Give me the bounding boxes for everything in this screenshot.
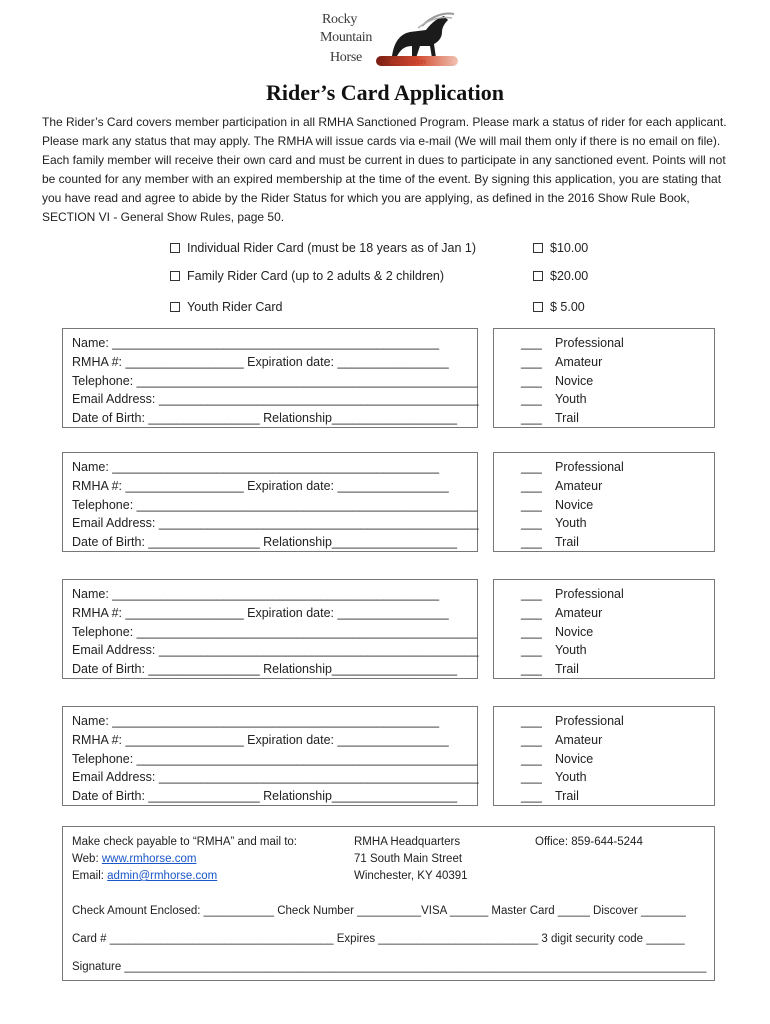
option-family[interactable]: Family Rider Card (up to 2 adults & 2 children) xyxy=(170,269,444,283)
check-line[interactable]: Check Amount Enclosed: ___________ Check Number __________VISA ______ Master Card _____ Discover _______ xyxy=(72,905,686,917)
rider-status-box-3 xyxy=(493,579,715,679)
checkbox[interactable] xyxy=(170,302,180,312)
email-line: Email: admin@rmhorse.com xyxy=(72,870,218,882)
price-family[interactable]: $20.00 xyxy=(533,269,588,283)
signature-line[interactable]: Signature ___________________________________________________________________________________________ xyxy=(72,961,707,973)
email-field[interactable]: Email Address: ______________________________________________ xyxy=(72,392,479,406)
rider-status-box-2 xyxy=(493,452,715,552)
status-amateur[interactable]: ___ Amateur xyxy=(521,479,603,493)
name-field[interactable]: Name: _______________________________________________ xyxy=(72,336,440,350)
status-amateur[interactable]: ___ Amateur xyxy=(521,733,603,747)
logo-subtitle: Association xyxy=(390,59,426,66)
checkbox[interactable] xyxy=(533,271,543,281)
hq-city: Winchester, KY 40391 xyxy=(354,870,468,882)
option-individual[interactable]: Individual Rider Card (must be 18 years as of Jan 1) xyxy=(170,241,476,255)
status-amateur[interactable]: ___ Amateur xyxy=(521,606,603,620)
status-youth[interactable]: ___ Youth xyxy=(521,392,587,406)
status-novice[interactable]: ___ Novice xyxy=(521,752,594,766)
status-trail[interactable]: ___ Trail xyxy=(521,789,579,803)
hq-street: 71 South Main Street xyxy=(354,853,463,865)
status-youth[interactable]: ___ Youth xyxy=(521,643,587,657)
status-trail[interactable]: ___ Trail xyxy=(521,662,579,676)
rider-info-box-4 xyxy=(62,706,478,806)
dob-field[interactable]: Date of Birth: ________________ Relationship__________________ xyxy=(72,789,458,803)
option-youth[interactable]: Youth Rider Card xyxy=(170,300,282,314)
name-field[interactable]: Name: _______________________________________________ xyxy=(72,587,440,601)
rmha-number-field[interactable]: RMHA #: _________________ Expiration date: ________________ xyxy=(72,479,449,493)
intro-paragraph: The Rider’s Card covers member participation in all RMHA Sanctioned Program. Please mark a status of rider for each applicant. Please mark any status that may apply. The RMHA will issue cards via e-mail (We will mail them only if there is no email on file). Each family member will receive their own card and must be current in dues to participate in any sanctioned event. Points will not be counted for any member with an expired membership at the time of the event. By signing this application, you are stating that you have read and agree to abide by the Rider Status for which you are applying, as defined in the 2016 Show Rule Book, SECTION VI - General Show Rules, page 50. xyxy=(42,115,727,224)
telephone-field[interactable]: Telephone: _________________________________________________ xyxy=(72,374,478,388)
logo-word-rocky: Rocky xyxy=(322,12,358,27)
status-novice[interactable]: ___ Novice xyxy=(521,374,594,388)
rider-info-box-2 xyxy=(62,452,478,552)
name-field[interactable]: Name: _______________________________________________ xyxy=(72,460,440,474)
rider-status-box-4 xyxy=(493,706,715,806)
email-field[interactable]: Email Address: ______________________________________________ xyxy=(72,516,479,530)
status-youth[interactable]: ___ Youth xyxy=(521,516,587,530)
rmha-number-field[interactable]: RMHA #: _________________ Expiration date: ________________ xyxy=(72,606,449,620)
email-field[interactable]: Email Address: ______________________________________________ xyxy=(72,770,479,784)
payment-box xyxy=(62,826,715,981)
email-field[interactable]: Email Address: ______________________________________________ xyxy=(72,643,479,657)
checkbox[interactable] xyxy=(533,243,543,253)
rider-info-box-1 xyxy=(62,328,478,428)
web-link[interactable]: www.rmhorse.com xyxy=(101,853,197,865)
hq-name: RMHA Headquarters xyxy=(354,836,461,848)
rider-status-box-1 xyxy=(493,328,715,428)
checkbox[interactable] xyxy=(170,243,180,253)
logo-word-mountain: Mountain xyxy=(320,30,373,45)
status-professional[interactable]: ___ Professional xyxy=(521,587,624,601)
email-link[interactable]: admin@rmhorse.com xyxy=(107,870,218,882)
dob-field[interactable]: Date of Birth: ________________ Relationship__________________ xyxy=(72,662,458,676)
payable-text: Make check payable to “RMHA” and mail to: xyxy=(72,836,297,848)
status-professional[interactable]: ___ Professional xyxy=(521,460,624,474)
price-individual[interactable]: $10.00 xyxy=(533,241,588,255)
dob-field[interactable]: Date of Birth: ________________ Relationship__________________ xyxy=(72,535,458,549)
page-title: Rider’s Card Application xyxy=(266,80,504,105)
rider-info-box-3 xyxy=(62,579,478,679)
telephone-field[interactable]: Telephone: _________________________________________________ xyxy=(72,625,478,639)
card-line[interactable]: Card # ___________________________________ Expires _________________________ 3 digit security code ______ xyxy=(72,933,685,945)
rmha-number-field[interactable]: RMHA #: _________________ Expiration date: ________________ xyxy=(72,733,449,747)
rmha-logo xyxy=(318,12,458,76)
checkbox[interactable] xyxy=(170,271,180,281)
office-phone: Office: 859-644-5244 xyxy=(535,836,643,848)
rmha-number-field[interactable]: RMHA #: _________________ Expiration date: ________________ xyxy=(72,355,449,369)
telephone-field[interactable]: Telephone: _________________________________________________ xyxy=(72,752,478,766)
logo-word-horse: Horse xyxy=(330,50,362,65)
status-trail[interactable]: ___ Trail xyxy=(521,411,579,425)
status-novice[interactable]: ___ Novice xyxy=(521,498,594,512)
web-line: Web: www.rmhorse.com xyxy=(72,853,197,865)
checkbox[interactable] xyxy=(533,302,543,312)
status-trail[interactable]: ___ Trail xyxy=(521,535,579,549)
status-youth[interactable]: ___ Youth xyxy=(521,770,587,784)
price-youth[interactable]: $ 5.00 xyxy=(533,300,585,314)
name-field[interactable]: Name: _______________________________________________ xyxy=(72,714,440,728)
dob-field[interactable]: Date of Birth: ________________ Relationship__________________ xyxy=(72,411,458,425)
status-amateur[interactable]: ___ Amateur xyxy=(521,355,603,369)
status-novice[interactable]: ___ Novice xyxy=(521,625,594,639)
status-professional[interactable]: ___ Professional xyxy=(521,714,624,728)
telephone-field[interactable]: Telephone: _________________________________________________ xyxy=(72,498,478,512)
status-professional[interactable]: ___ Professional xyxy=(521,336,624,350)
